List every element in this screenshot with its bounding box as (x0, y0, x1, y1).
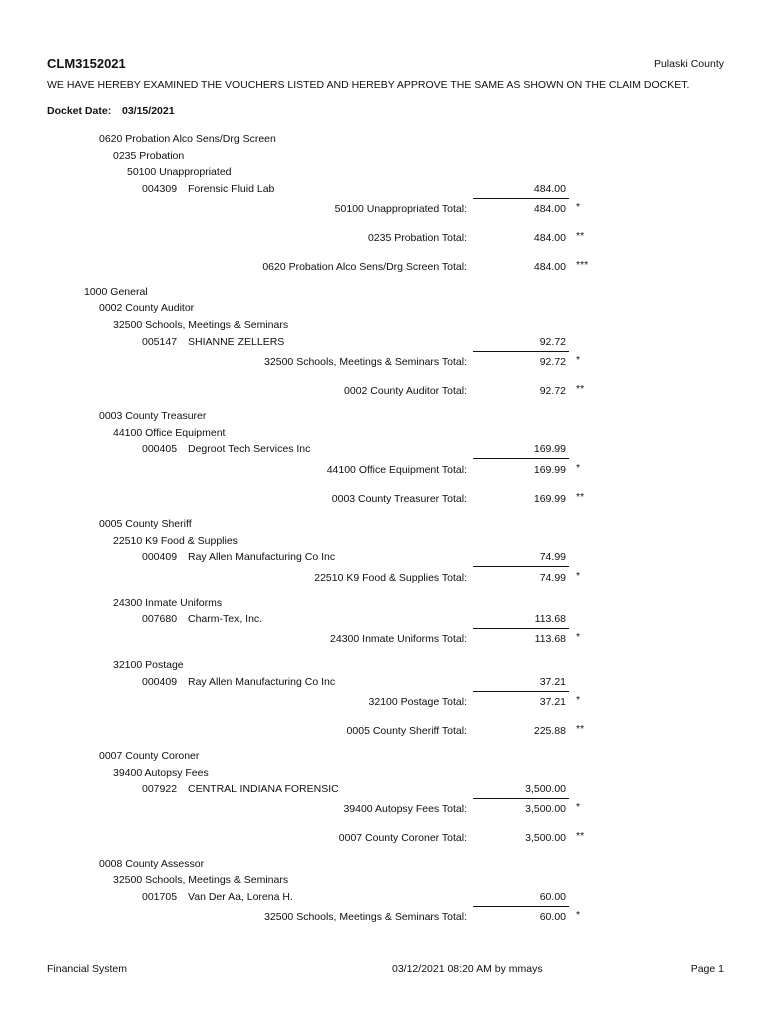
total-level-marker: * (576, 631, 581, 643)
docket-date-value: 03/15/2021 (122, 105, 175, 117)
total-level-marker: ** (576, 491, 585, 503)
vendor-name: SHIANNE ZELLERS (188, 336, 285, 348)
vendor-code: 001705 (142, 891, 178, 903)
amount-divider (473, 628, 569, 629)
document-id: CLM3152021 (47, 56, 126, 71)
total-level-marker: * (576, 694, 581, 706)
vendor-code: 005147 (142, 336, 178, 348)
vendor-amount: 3,500.00 (525, 783, 566, 795)
account-label: 32500 Schools, Meetings & Seminars (113, 319, 289, 331)
account-label: 0002 County Auditor (99, 302, 195, 314)
total-label: 50100 Unappropriated Total: (334, 203, 467, 215)
vendor-amount: 60.00 (539, 891, 566, 903)
total-label: 0003 County Treasurer Total: (331, 493, 467, 505)
total-level-marker: * (576, 570, 581, 582)
vendor-name: Forensic Fluid Lab (188, 183, 275, 195)
total-amount: 169.99 (533, 464, 566, 476)
amount-divider (473, 458, 569, 459)
total-label: 0002 County Auditor Total: (344, 385, 467, 397)
footer-printed: 03/12/2021 08:20 AM by mmays (392, 963, 543, 975)
account-label: 1000 General (84, 286, 148, 298)
total-amount: 3,500.00 (525, 803, 566, 815)
total-amount: 60.00 (539, 911, 566, 923)
total-label: 0620 Probation Alco Sens/Drg Screen Total: (262, 261, 467, 273)
county-name: Pulaski County (653, 58, 724, 70)
total-amount: 484.00 (533, 261, 566, 273)
total-level-marker: * (576, 201, 581, 213)
account-label: 0007 County Coroner (99, 750, 200, 762)
vendor-code: 000409 (142, 551, 178, 563)
account-label: 39400 Autopsy Fees (113, 767, 209, 779)
total-amount: 484.00 (533, 203, 566, 215)
total-level-marker: ** (576, 723, 585, 735)
vendor-amount: 74.99 (539, 551, 566, 563)
total-amount: 92.72 (539, 385, 566, 397)
total-level-marker: *** (576, 259, 589, 271)
vendor-name: Van Der Aa, Lorena H. (188, 891, 293, 903)
total-label: 22510 K9 Food & Supplies Total: (314, 572, 467, 584)
total-amount: 484.00 (533, 232, 566, 244)
account-label: 22510 K9 Food & Supplies (113, 535, 238, 547)
vendor-name: Charm-Tex, Inc. (188, 613, 263, 625)
account-label: 0008 County Assessor (99, 858, 205, 870)
account-label: 0005 County Sheriff (99, 518, 192, 530)
account-label: 24300 Inmate Uniforms (113, 597, 223, 609)
vendor-name: CENTRAL INDIANA FORENSIC (188, 783, 339, 795)
amount-divider (473, 198, 569, 199)
total-amount: 3,500.00 (525, 832, 566, 844)
total-label: 32100 Postage Total: (368, 696, 467, 708)
account-label: 32100 Postage (113, 659, 184, 671)
account-label: 50100 Unappropriated (127, 166, 232, 178)
total-level-marker: * (576, 909, 581, 921)
total-amount: 37.21 (539, 696, 566, 708)
amount-divider (473, 798, 569, 799)
total-amount: 113.68 (534, 633, 566, 645)
vendor-amount: 37.21 (539, 676, 566, 688)
vendor-name: Degroot Tech Services Inc (188, 443, 311, 455)
total-label: 32500 Schools, Meetings & Seminars Total: (264, 911, 467, 923)
total-level-marker: * (576, 462, 581, 474)
vendor-amount: 92.72 (539, 336, 566, 348)
docket-date-label: Docket Date: (47, 105, 112, 117)
account-label: 0620 Probation Alco Sens/Drg Screen (99, 133, 276, 145)
amount-divider (473, 351, 569, 352)
vendor-code: 000405 (142, 443, 178, 455)
vendor-code: 007922 (142, 783, 178, 795)
vendor-name: Ray Allen Manufacturing Co Inc (188, 676, 336, 688)
vendor-code: 007680 (142, 613, 178, 625)
total-amount: 169.99 (533, 493, 566, 505)
total-level-marker: * (576, 354, 581, 366)
vendor-amount: 484.00 (533, 183, 566, 195)
vendor-name: Ray Allen Manufacturing Co Inc (188, 551, 336, 563)
total-amount: 74.99 (539, 572, 566, 584)
total-level-marker: ** (576, 383, 585, 395)
total-level-marker: ** (576, 830, 585, 842)
total-level-marker: * (576, 801, 581, 813)
total-label: 0235 Probation Total: (367, 232, 467, 244)
total-label: 0007 County Coroner Total: (338, 832, 467, 844)
account-label: 44100 Office Equipment (113, 427, 226, 439)
vendor-amount: 113.68 (534, 613, 566, 625)
amount-divider (473, 566, 569, 567)
total-label: 32500 Schools, Meetings & Seminars Total: (264, 356, 467, 368)
total-amount: 225.88 (533, 725, 566, 737)
vendor-code: 004309 (142, 183, 178, 195)
total-label: 39400 Autopsy Fees Total: (343, 803, 467, 815)
footer-page: Page 1 (690, 963, 724, 975)
amount-divider (473, 691, 569, 692)
total-amount: 92.72 (539, 356, 566, 368)
account-label: 32500 Schools, Meetings & Seminars (113, 874, 289, 886)
total-label: 0005 County Sheriff Total: (346, 725, 467, 737)
vendor-code: 000409 (142, 676, 178, 688)
account-label: 0235 Probation (113, 150, 185, 162)
account-label: 0003 County Treasurer (99, 410, 207, 422)
vendor-amount: 169.99 (533, 443, 566, 455)
amount-divider (473, 906, 569, 907)
total-label: 24300 Inmate Uniforms Total: (330, 633, 467, 645)
footer-system: Financial System (47, 963, 127, 975)
total-level-marker: ** (576, 230, 585, 242)
approval-statement: WE HAVE HEREBY EXAMINED THE VOUCHERS LISTED AND HEREBY APPROVE THE SAME AS SHOWN ON THE CLAIM DOCKET. (47, 79, 690, 91)
total-label: 44100 Office Equipment Total: (326, 464, 467, 476)
